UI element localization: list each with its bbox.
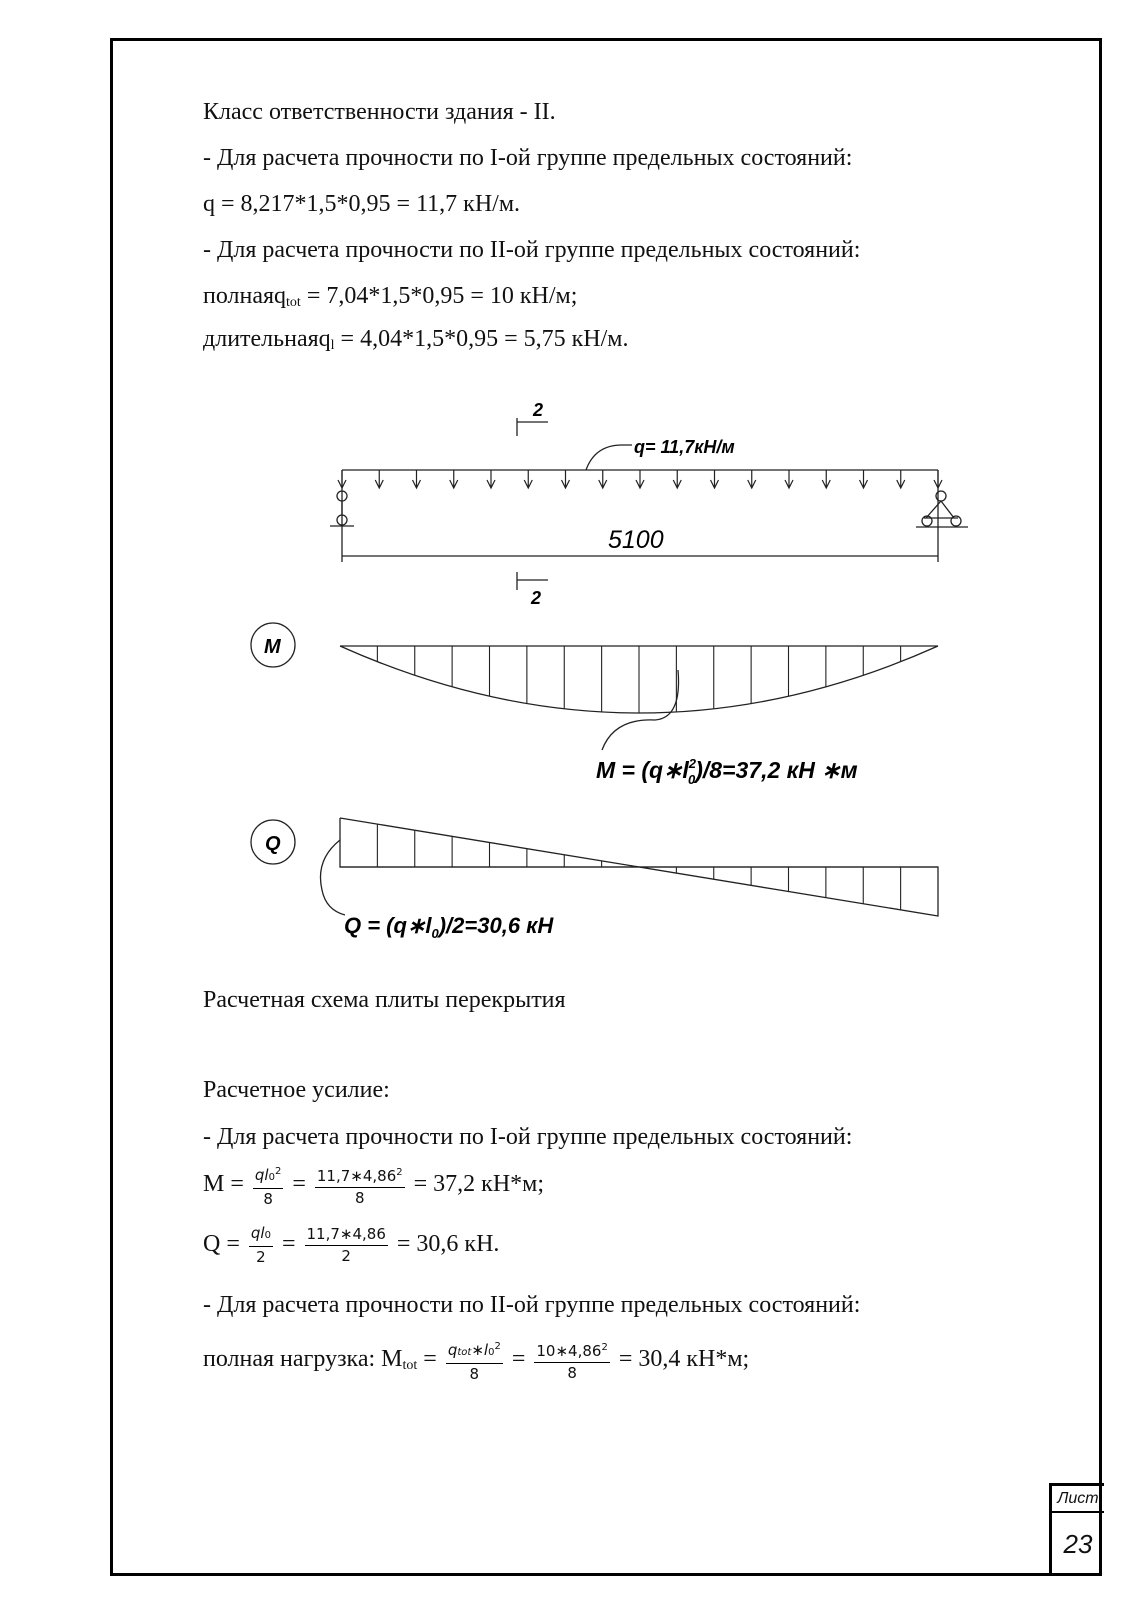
group2-heading-2: - Для расчета прочности по II-ой группе предельных состояний: xyxy=(203,1292,861,1318)
load-arrow xyxy=(897,470,905,488)
responsibility-class: Класс ответственности здания - II. xyxy=(203,99,556,125)
load-arrow xyxy=(599,470,607,488)
moment-formula: $M = (q∗l^2$ 0)/8=37,2 кН ∗м xyxy=(596,756,858,787)
load-arrow xyxy=(673,470,681,488)
sheet-number: 23 xyxy=(1063,1529,1093,1559)
diagram-caption: Расчетная схема плиты перекрытия xyxy=(203,987,566,1013)
span-label: 5100 xyxy=(608,526,664,554)
load-arrow xyxy=(450,470,458,488)
load-qtot: полнаяq$_{tot}$ = 7,04*1,5*0,95 = 10 кН/м; xyxy=(203,283,578,310)
load-arrow xyxy=(487,470,495,488)
load-q: q = 8,217*1,5*0,95 = 11,7 кН/м. xyxy=(203,191,521,217)
load-leader xyxy=(586,445,632,470)
section-mark-bottom-label: 2 xyxy=(531,588,542,608)
sheet-label: Лист xyxy=(1052,1486,1104,1513)
load-arrow xyxy=(562,470,570,488)
shear-symbol: Q xyxy=(265,833,281,855)
load-arrow xyxy=(636,470,644,488)
load-arrow xyxy=(524,470,532,488)
load-arrow xyxy=(711,470,719,488)
load-arrow xyxy=(375,470,383,488)
load-arrow xyxy=(785,470,793,488)
right-support xyxy=(924,501,958,518)
total-moment-equation: полная нагрузка: $M_{tot}$ = $\frac{qtot∗l0^2}{8}$ = $\frac{10∗4,86^2}{8}$ = 30,4 кН*м; xyxy=(203,1338,749,1383)
shear-leader xyxy=(320,840,345,915)
load-label: q= 11,7кН/м xyxy=(634,437,735,457)
force-title: Расчетное усилие: xyxy=(203,1077,390,1103)
load-arrow xyxy=(413,470,421,488)
section-mark-top xyxy=(517,418,548,436)
sheet-stamp xyxy=(1049,1483,1104,1576)
load-arrow xyxy=(748,470,756,488)
load-arrow xyxy=(934,470,942,488)
group1-heading: - Для расчета прочности по I-ой группе предельных состояний: xyxy=(203,145,853,171)
load-ql: длительнаяq$_l$ = 4,04*1,5*0,95 = 5,75 кН/м. xyxy=(203,326,629,353)
moment-equation: M = $\frac{ql0^2}{8}$ = $\frac{11,7∗4,86^2}{8}$ = 37,2 кН*м; xyxy=(203,1163,544,1208)
section-mark-top-label: 2 xyxy=(533,400,544,420)
group1-heading-2: - Для расчета прочности по I-ой группе предельных состояний: xyxy=(203,1124,853,1150)
shear-formula: $Q = (q∗l_0)/2=30,6$ кН xyxy=(344,913,554,941)
beam-diagram xyxy=(230,400,990,960)
load-arrow xyxy=(822,470,830,488)
load-arrow xyxy=(860,470,868,488)
group2-heading: - Для расчета прочности по II-ой группе предельных состояний: xyxy=(203,237,861,263)
moment-leader xyxy=(602,670,679,750)
moment-symbol: M xyxy=(264,636,281,658)
load-arrow xyxy=(338,470,346,488)
shear-equation: Q = $\frac{ql0}{2}$ = $\frac{11,7∗4,86}{2}$ = 30,6 кН. xyxy=(203,1224,500,1266)
